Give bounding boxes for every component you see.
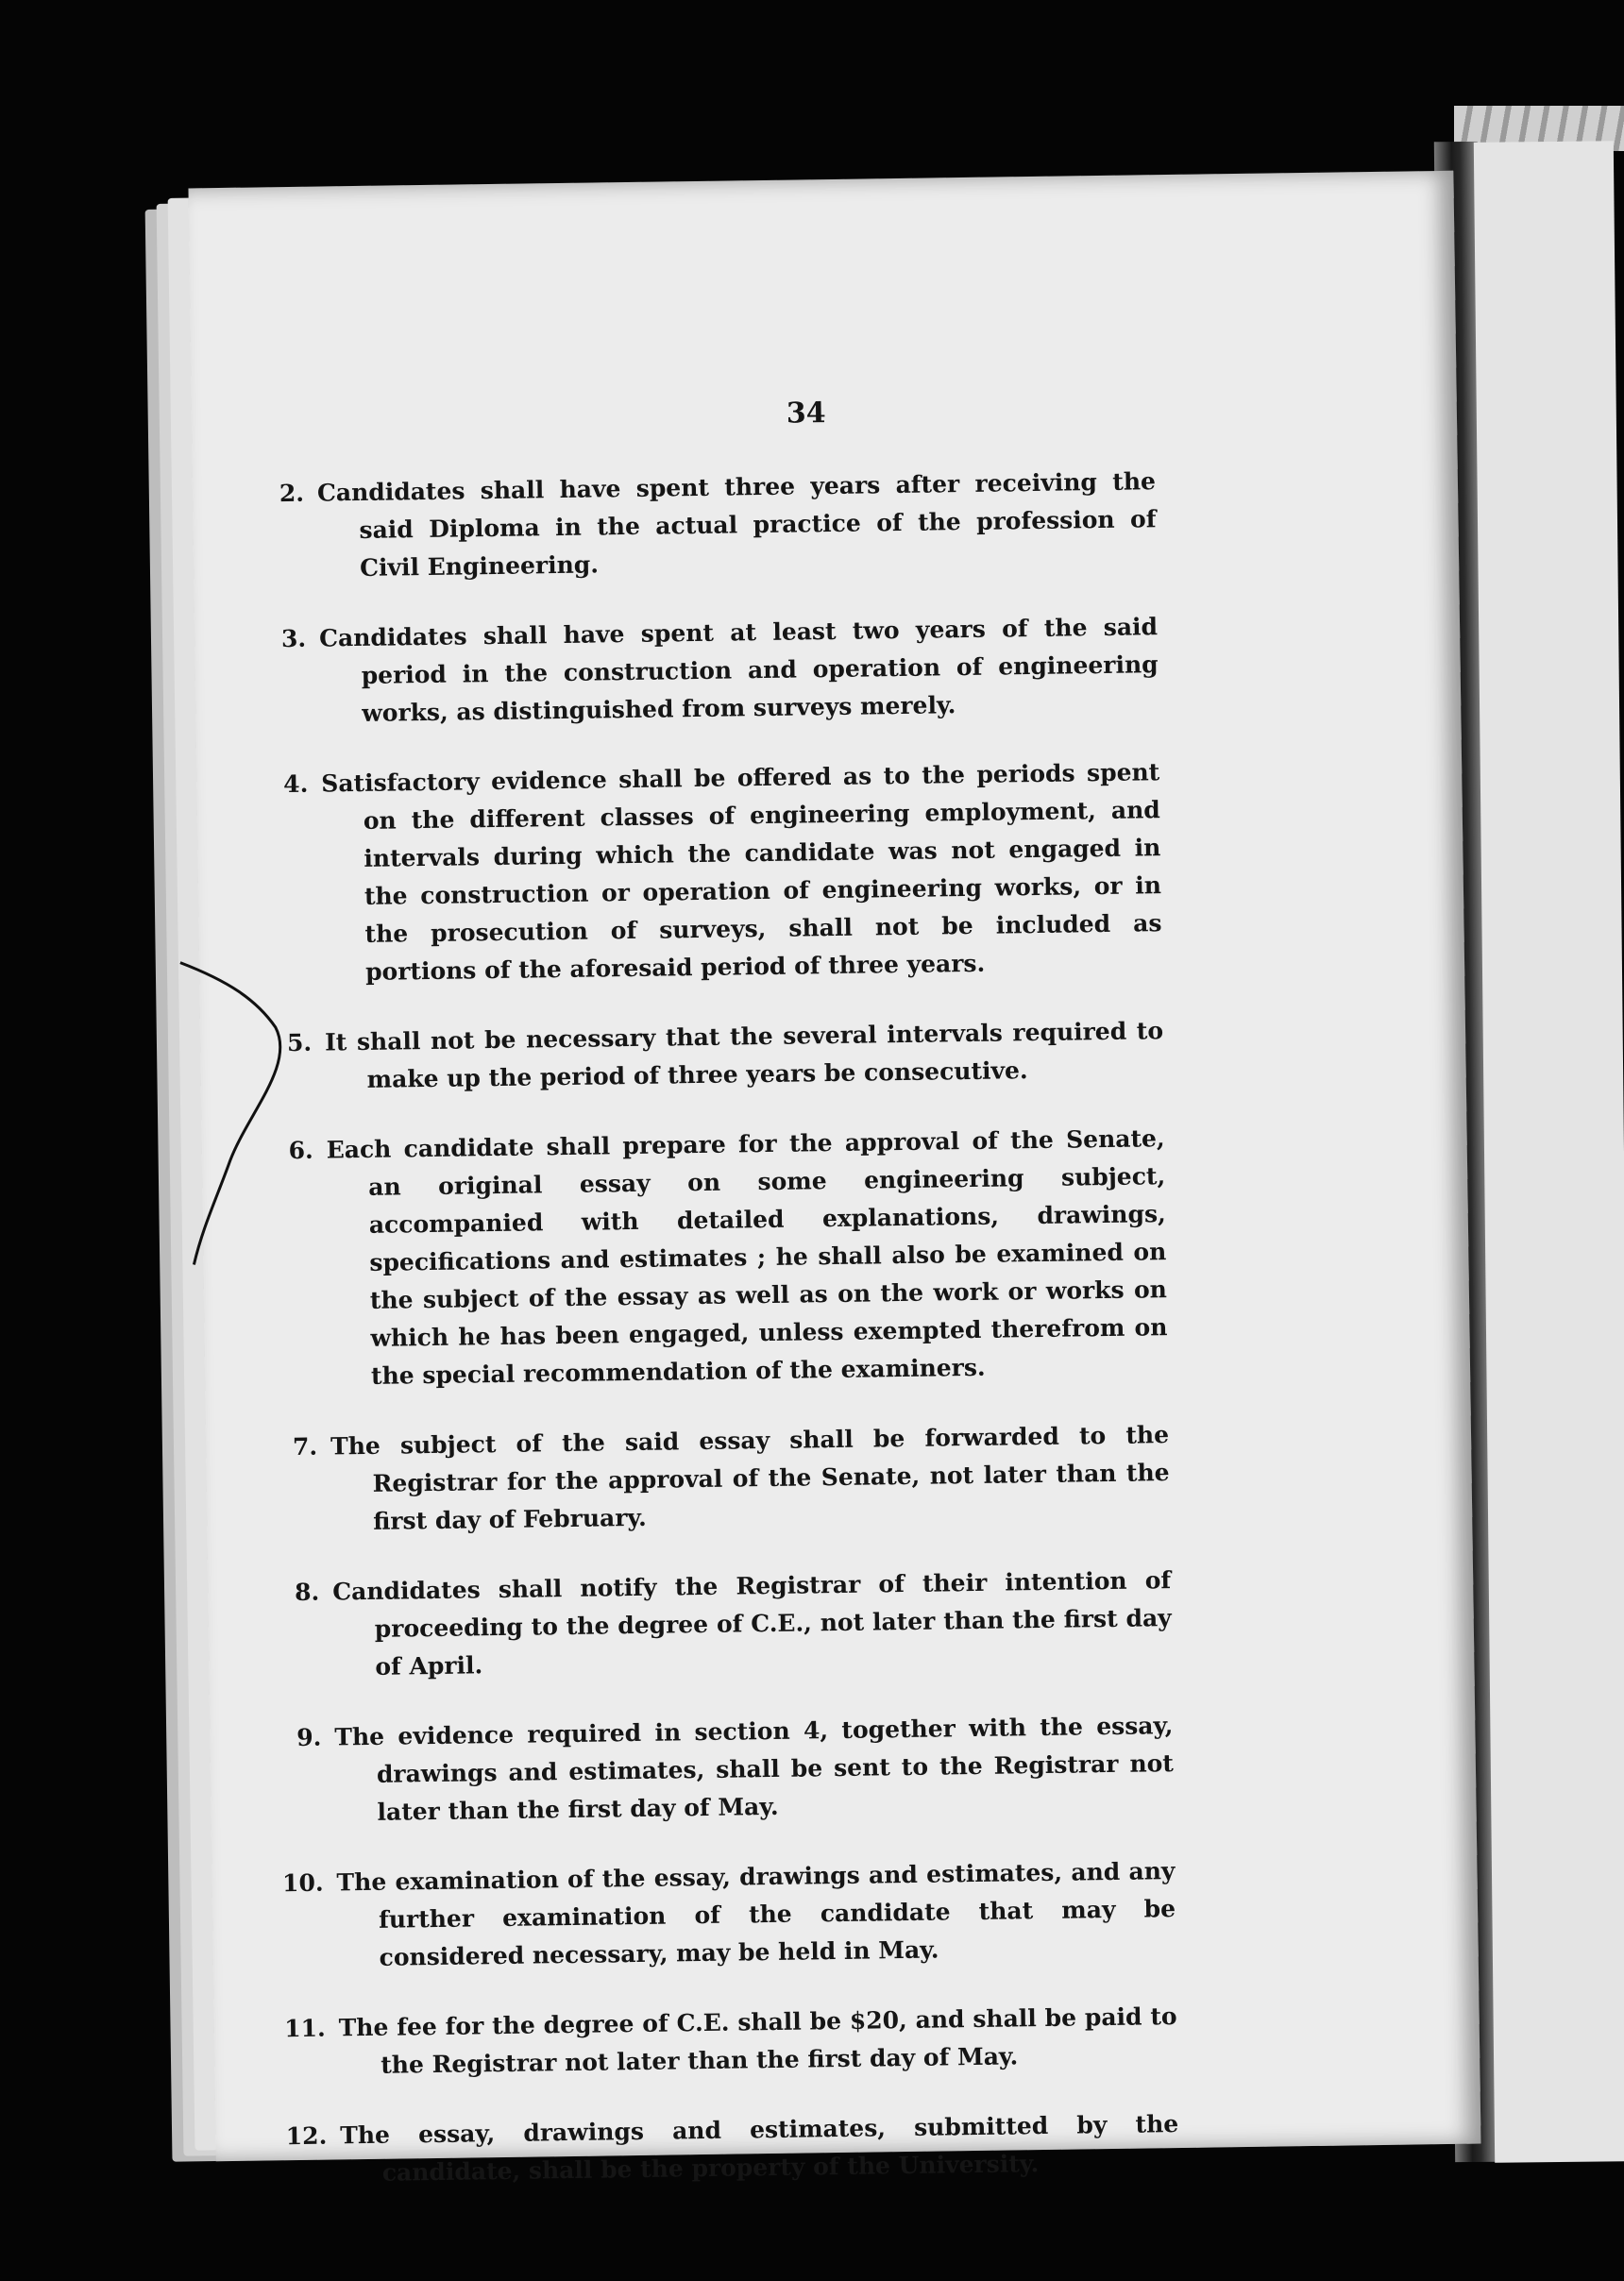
- regulation-number: 2.: [279, 479, 305, 508]
- regulation-item: [258, 1120, 1168, 1396]
- regulation-text: The essay, drawings and estimates, submitted by the candidate, shall be the property of the University.: [340, 2110, 1179, 2187]
- regulation-number: 7.: [292, 1432, 318, 1462]
- regulation-text: The fee for the degree of C.E. shall be $20, and shall be paid to the Registrar not later than the first day of May.: [338, 2002, 1177, 2079]
- regulations-list: [249, 463, 1180, 2225]
- regulation-text: Each candidate shall prepare for the approval of the Senate, an original essay on some engineering subject, accompanied with detailed explanations, drawings, specifications and estimates ; he shall also be examined on the subject of the essay as well as on the work or works on which he has been engaged, unless exempted therefrom on the special recommendation of the examiners.: [326, 1124, 1168, 1390]
- regulation-item: [249, 463, 1158, 588]
- regulation-number: 3.: [280, 624, 307, 653]
- page-text: [188, 171, 1480, 2187]
- regulation-text: It shall not be necessary that the several intervals required to make up the period of three years be consecutive.: [324, 1017, 1164, 1093]
- regulation-item: [262, 1416, 1171, 1542]
- regulation-number: 6.: [288, 1136, 313, 1165]
- regulation-item: [270, 1998, 1177, 2086]
- regulation-text: Candidates shall notify the Registrar of their intention of proceeding to the degree of C.E., not later than the first day of April.: [332, 1566, 1172, 1681]
- regulation-item: [272, 2105, 1179, 2193]
- facing-page: [1474, 141, 1624, 2162]
- regulation-number: 11.: [283, 2014, 326, 2043]
- regulation-item: [257, 1012, 1164, 1100]
- regulation-text: Candidates shall have spent three years after receiving the said Diploma in the actual practice of the profession of Civil Engineering.: [316, 467, 1157, 582]
- document-page: [188, 171, 1480, 2187]
- regulation-text: The examination of the essay, drawings and estimates, and any further examination of the candidate that may be considered necessary, may be held in May.: [336, 1857, 1176, 1971]
- regulation-text: Candidates shall have spent at least two years of the said period in the construction and operation of engineering works, as distinguished from surveys merely.: [318, 613, 1159, 727]
- regulation-number: 5.: [286, 1028, 313, 1057]
- regulation-text: Satisfactory evidence shall be offered as to the periods spent on the different classes of engineering employment, and intervals during which the candidate was not engaged in the construction or operation of engineering works, or in the prosecution of surveys, shall not be included as portions of the aforesaid period of three years.: [321, 758, 1162, 986]
- page-number: 34: [786, 397, 826, 431]
- regulation-number: 4.: [282, 769, 309, 799]
- regulation-text: The subject of the said essay shall be forwarded to the Registrar for the approval of the Senate, not later than the first day of February.: [330, 1421, 1170, 1535]
- regulation-number: 10.: [281, 1868, 324, 1898]
- regulation-number: 8.: [294, 1578, 320, 1607]
- regulation-item: [253, 753, 1162, 992]
- regulation-item: [266, 1707, 1175, 1833]
- regulation-item: [268, 1852, 1176, 1978]
- regulation-item: [251, 608, 1159, 734]
- regulation-item: [264, 1562, 1173, 1687]
- regulation-text: The evidence required in section 4, together with the essay, drawings and estimates, shall be sent to the Registrar not later than the first day of May.: [334, 1712, 1175, 1826]
- regulation-number: 9.: [296, 1723, 322, 1752]
- regulation-number: 12.: [285, 2121, 328, 2151]
